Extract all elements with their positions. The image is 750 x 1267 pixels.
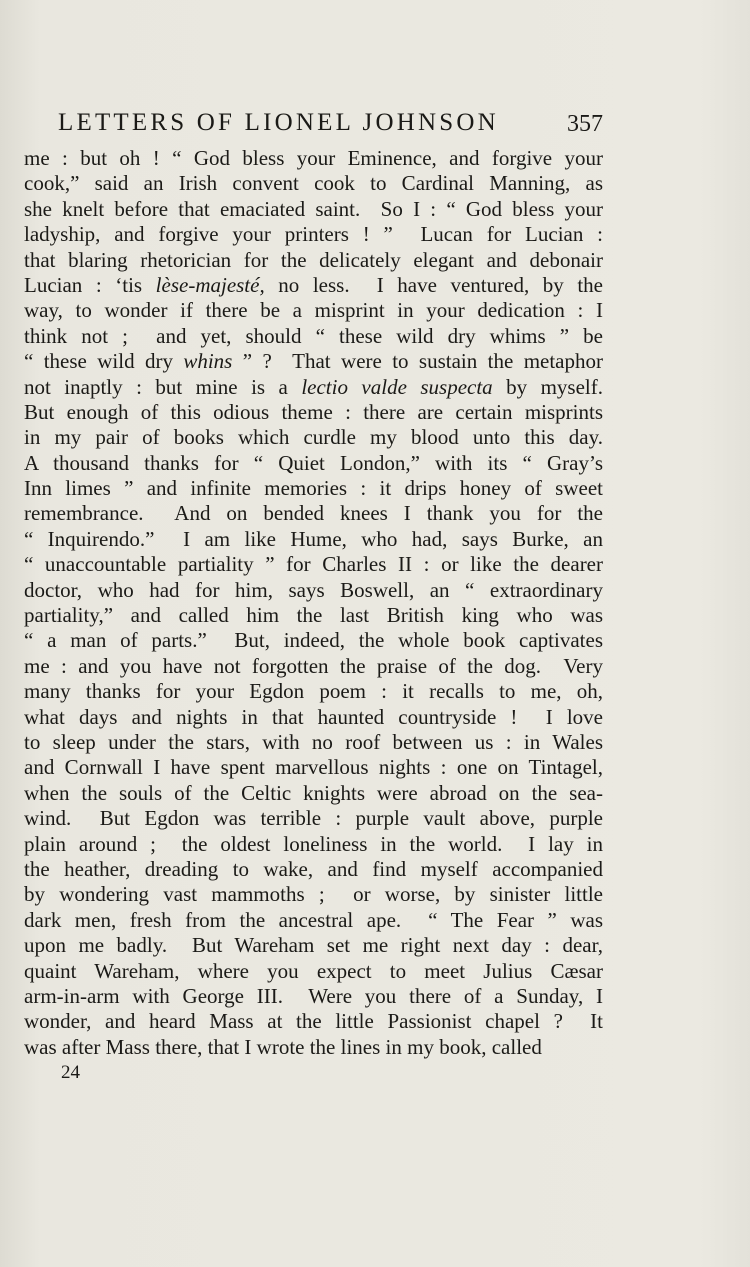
page-header	[58, 109, 603, 143]
text-line	[24, 882, 603, 907]
text-segment: “ a man of parts.” But, indeed, the whole book captivates	[24, 628, 603, 653]
text-segment: in my pair of books which curdle my blood unto this day.	[24, 425, 603, 450]
text-line	[24, 857, 603, 882]
text-line	[24, 298, 603, 323]
text-line	[24, 628, 603, 653]
text-segment: not inaptly : but mine is a	[24, 374, 302, 399]
letter-body-text	[24, 146, 603, 1060]
text-segment: remembrance. And on bended knees I thank you for the	[24, 501, 603, 526]
text-line	[24, 679, 603, 704]
text-line	[24, 197, 603, 222]
text-segment: arm-in-arm with George III. Were you there of a Sunday, I	[24, 983, 603, 1008]
text-segment: when the souls of the Celtic knights were abroad on the sea-	[24, 780, 603, 805]
text-segment: many thanks for your Egdon poem : it recalls to me, oh,	[24, 679, 603, 704]
text-segment: “ unaccountable partiality ” for Charles II : or like the dearer	[24, 552, 603, 577]
text-segment: partiality,” and called him the last British king who was	[24, 603, 603, 628]
text-line	[24, 222, 603, 247]
text-segment: “ Inquirendo.” I am like Hume, who had, says Burke, an	[24, 526, 603, 551]
running-title: LETTERS OF LIONEL JOHNSON	[58, 109, 499, 136]
text-line	[24, 781, 603, 806]
text-line	[24, 171, 603, 196]
text-segment: Inn limes ” and infinite memories : it drips honey of sweet	[24, 476, 603, 501]
text-line	[24, 527, 603, 552]
text-line	[24, 146, 603, 171]
text-segment: ” ? That were to sustain the metaphor	[232, 349, 603, 374]
text-line	[24, 984, 603, 1009]
signature-mark: 24	[61, 1062, 80, 1083]
text-segment: cook,” said an Irish convent cook to Cardinal Manning, as	[24, 171, 603, 196]
text-line	[24, 349, 603, 374]
text-line	[24, 451, 603, 476]
text-segment: by wondering vast mammoths ; or worse, by sinister little	[24, 882, 603, 907]
text-line	[24, 933, 603, 958]
text-line	[24, 730, 603, 755]
text-line	[24, 1009, 603, 1034]
text-line	[24, 501, 603, 526]
text-segment: way, to wonder if there be a misprint in your dedication : I	[24, 298, 603, 323]
text-line	[24, 806, 603, 831]
text-line	[24, 425, 603, 450]
text-line	[24, 603, 603, 628]
text-segment: what days and nights in that haunted countryside ! I love	[24, 704, 603, 729]
text-segment: ladyship, and forgive your printers ! ” Lucan for Lucian :	[24, 222, 603, 247]
text-line	[24, 324, 603, 349]
text-line	[24, 908, 603, 933]
text-line	[24, 1035, 603, 1060]
text-segment: plain around ; the oldest loneliness in the world. I lay in	[24, 831, 603, 856]
text-segment: “ these wild dry	[24, 349, 184, 374]
text-line	[24, 755, 603, 780]
text-line	[24, 654, 603, 679]
italic-phrase: lectio valde suspecta	[301, 374, 493, 399]
text-segment: wind. But Egdon was terrible : purple vault above, purple	[24, 806, 603, 831]
text-line	[24, 552, 603, 577]
text-segment: Lucian : ‘tis	[24, 272, 156, 297]
text-segment: upon me badly. But Wareham set me right next day : dear,	[24, 933, 603, 958]
text-segment: A thousand thanks for “ Quiet London,” with its “ Gray’s	[24, 450, 603, 475]
italic-phrase: lèse-majesté,	[155, 272, 265, 297]
text-segment: dark men, fresh from the ancestral ape. “ The Fear ” was	[24, 907, 603, 932]
text-segment: to sleep under the stars, with no roof between us : in Wales	[24, 729, 603, 754]
text-line	[24, 832, 603, 857]
text-line	[24, 375, 603, 400]
text-segment: she knelt before that emaciated saint. So I : “ God bless your	[24, 196, 603, 221]
text-segment: But enough of this odious theme : there are certain misprints	[24, 399, 603, 424]
text-segment: think not ; and yet, should “ these wild dry whims ” be	[24, 323, 603, 348]
text-line	[24, 705, 603, 730]
page-number: 357	[567, 111, 603, 137]
text-segment: and Cornwall I have spent marvellous nights : one on Tintagel,	[24, 755, 603, 780]
text-segment: that blaring rhetorician for the delicately elegant and debonair	[24, 247, 603, 272]
text-line	[24, 476, 603, 501]
text-segment: quaint Wareham, where you expect to meet Julius Cæsar	[24, 958, 603, 983]
text-line	[24, 273, 603, 298]
text-segment: me : but oh ! “ God bless your Eminence, and forgive your	[24, 146, 603, 170]
text-segment: was after Mass there, that I wrote the lines in my book, called	[24, 1034, 542, 1059]
text-line	[24, 578, 603, 603]
italic-phrase: whins	[183, 349, 233, 374]
text-segment: wonder, and heard Mass at the little Passionist chapel ? It	[24, 1009, 603, 1034]
text-segment: me : and you have not forgotten the praise of the dog. Very	[24, 653, 603, 678]
text-segment: no less. I have ventured, by the	[264, 272, 603, 297]
text-segment: doctor, who had for him, says Boswell, an “ extraordinary	[24, 577, 603, 602]
text-line	[24, 248, 603, 273]
text-line	[24, 959, 603, 984]
text-line	[24, 400, 603, 425]
text-segment: by myself.	[492, 374, 603, 399]
text-segment: the heather, dreading to wake, and find myself accompanied	[24, 856, 603, 881]
